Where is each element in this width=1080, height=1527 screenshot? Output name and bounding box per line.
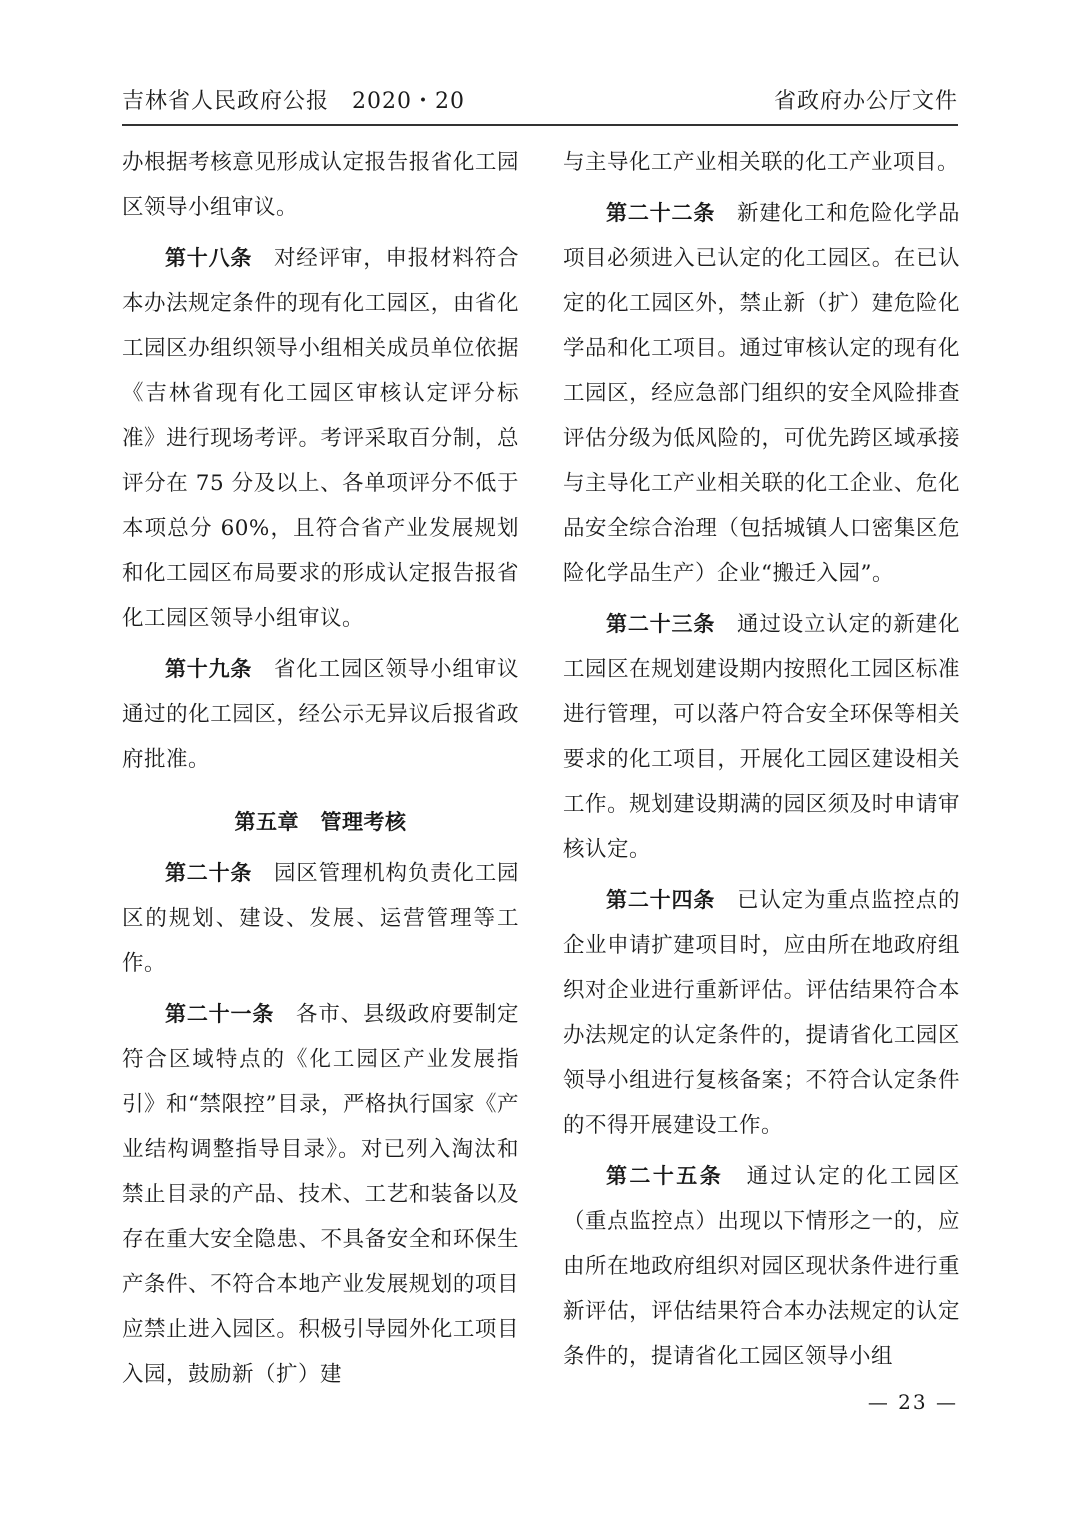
right-column xyxy=(563,140,960,1379)
article-text: 新建化工和危险化学品项目必须进入已认定的化工园区。在已认定的化工园区外，禁止新（扩）建危险化学品和化工项目。通过审核认定的现有化工园区，经应急部门组织的安全风险排查评估分级为低风险的，可优先跨区域承接与主导化工产业相关联的化工企业、危化品安全综合治理（包括城镇人口密集区危险化学品生产）企业“搬迁入园”。 xyxy=(563,201,960,586)
paragraph-continuation: 与主导化工产业相关联的化工产业项目。 xyxy=(563,150,960,175)
article-label: 第二十三条 xyxy=(606,612,716,636)
article-23 xyxy=(563,602,960,872)
article-label: 第二十四条 xyxy=(606,888,716,912)
article-19 xyxy=(122,647,519,782)
article-label: 第二十一条 xyxy=(165,1002,275,1026)
article-text: 各市、县级政府要制定符合区域特点的《化工园区产业发展指引》和“禁限控”目录，严格执行国家《产业结构调整指导目录》。对已列入淘汰和禁止目录的产品、技术、工艺和装备以及存在重大安全隐患、不具备安全和环保生产条件、不符合本地产业发展规划的项目应禁止进入园区。积极引导园外化工项目入园，鼓励新（扩）建 xyxy=(122,1002,519,1387)
article-21 xyxy=(122,992,519,1397)
article-text: 已认定为重点监控点的企业申请扩建项目时，应由所在地政府组织对企业进行重新评估。评估结果符合本办法规定的认定条件的，提请省化工园区领导小组进行复核备案；不符合认定条件的不得开展建设工作。 xyxy=(563,888,960,1138)
article-text: 通过设立认定的新建化工园区在规划建设期内按照化工园区标准进行管理，可以落户符合安全环保等相关要求的化工项目，开展化工园区建设相关工作。规划建设期满的园区须及时申请审核认定。 xyxy=(563,612,960,862)
article-label: 第二十条 xyxy=(165,861,253,885)
article-22 xyxy=(563,191,960,596)
article-24 xyxy=(563,878,960,1148)
journal-title: 吉林省人民政府公报 2020・20 xyxy=(122,89,465,114)
article-label: 第十九条 xyxy=(165,657,253,681)
article-text: 对经评审，申报材料符合本办法规定条件的现有化工园区，由省化工园区办组织领导小组相关成员单位依据《吉林省现有化工园区审核认定评分标准》进行现场考评。考评采取百分制，总评分在 75 分及以上、各单项评分不低于本项总分 60%，且符合省产业发展规划和化工园区布局要求的形成认定报告报省化工园区领导小组审议。 xyxy=(122,246,519,631)
paragraph-continuation: 办根据考核意见形成认定报告报省化工园区领导小组审议。 xyxy=(122,150,519,220)
section-title: 省政府办公厅文件 xyxy=(773,89,958,114)
chapter-heading: 第五章 管理考核 xyxy=(234,810,407,834)
article-label: 第二十二条 xyxy=(606,201,716,225)
page-header xyxy=(122,82,958,122)
left-column xyxy=(122,140,519,1397)
page-number: — 23 — xyxy=(867,1390,958,1414)
article-label: 第十八条 xyxy=(165,246,253,270)
header-divider xyxy=(122,124,958,126)
article-25 xyxy=(563,1154,960,1379)
article-18 xyxy=(122,236,519,641)
article-label: 第二十五条 xyxy=(606,1164,724,1188)
article-text: 园区管理机构负责化工园区的规划、建设、发展、运营管理等工作。 xyxy=(122,861,519,976)
article-text: 通过认定的化工园区（重点监控点）出现以下情形之一的，应由所在地政府组织对园区现状条件进行重新评估，评估结果符合本办法规定的认定条件的，提请省化工园区领导小组 xyxy=(563,1164,960,1369)
article-20 xyxy=(122,851,519,986)
article-text: 省化工园区领导小组审议通过的化工园区，经公示无异议后报省政府批准。 xyxy=(122,657,519,772)
